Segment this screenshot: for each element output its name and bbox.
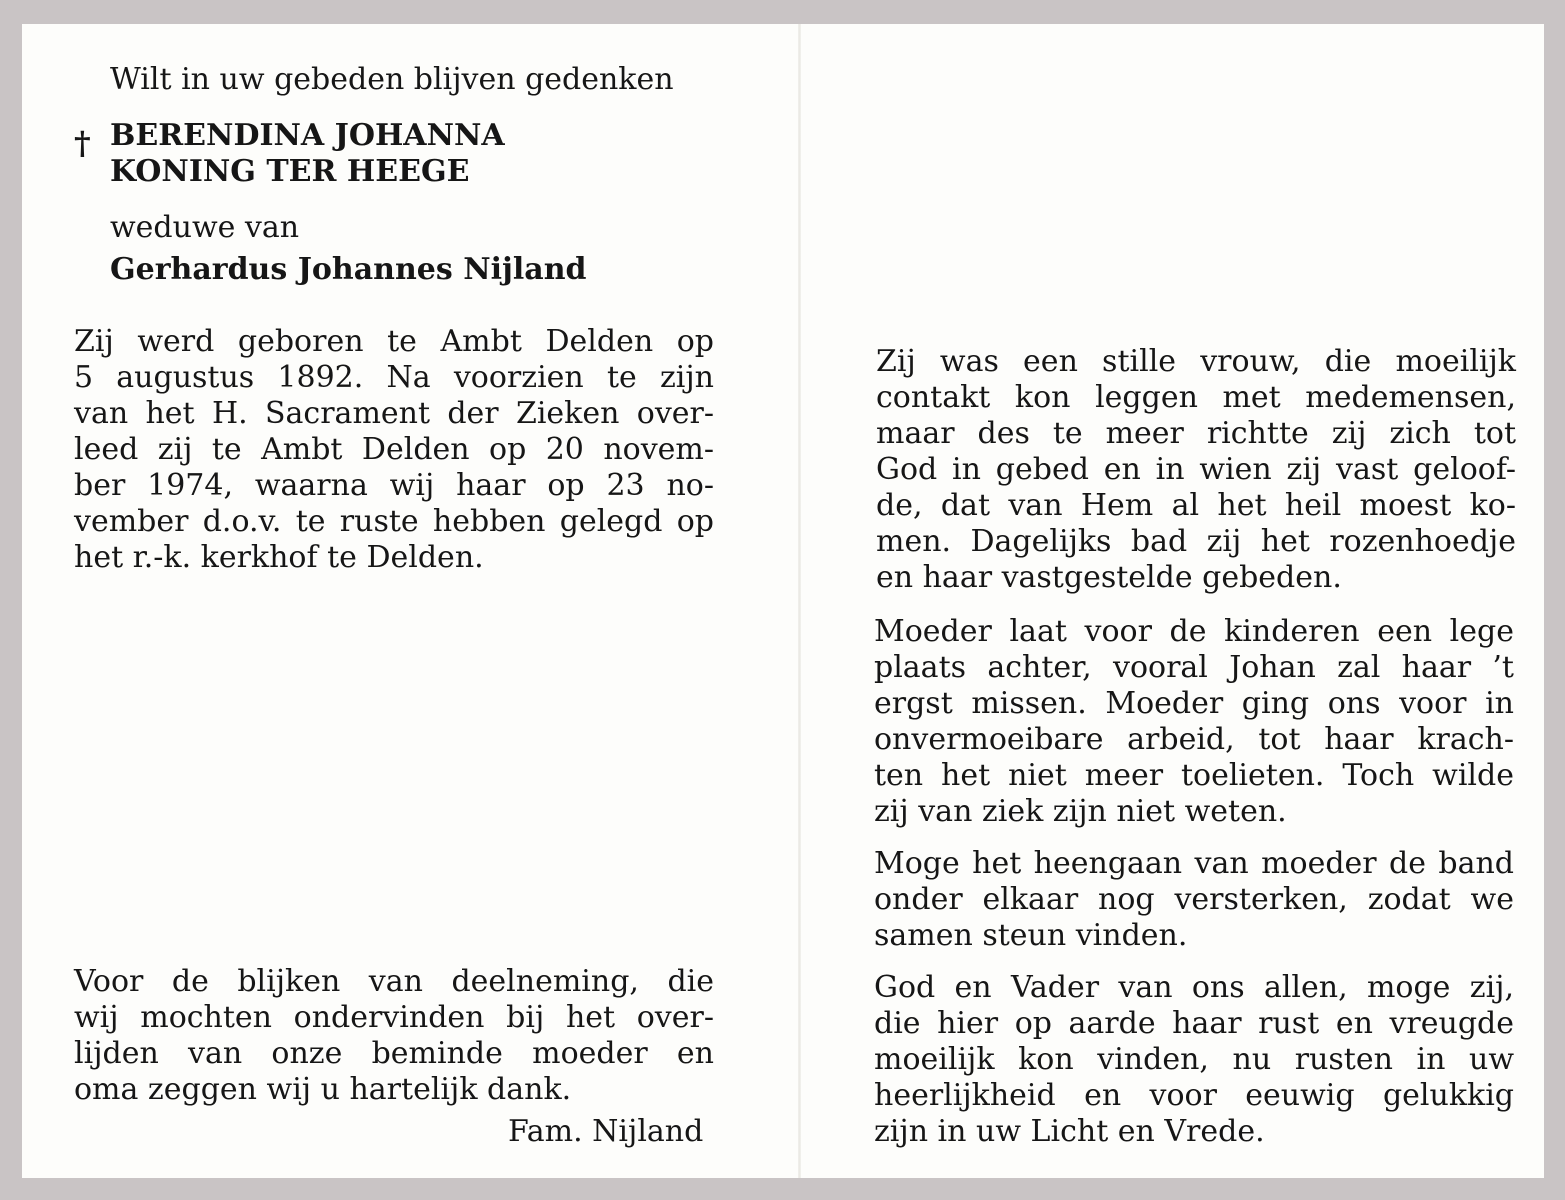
paragraph-3-line: samen steun vinden. [874, 918, 1188, 953]
biography-line: 5 augustus 1892. Na voorzien te zijn [74, 360, 714, 395]
widow-of-text: weduwe van [110, 210, 300, 245]
paragraph-4-line: heerlijkheid en voor eeuwig gelukkig [874, 1078, 1514, 1113]
paragraph-1-line: de, dat van Hem al het heil moest ko- [876, 488, 1516, 523]
biography-line: leed zij te Ambt Delden op 20 novem- [74, 432, 714, 467]
paragraph-1-line: God in gebed en in wien zij vast geloof- [876, 452, 1516, 487]
biography-line: Zij werd geboren te Ambt Delden op [74, 324, 714, 359]
thanks-line: Voor de blijken van deelneming, die [74, 964, 714, 999]
paragraph-3-line: onder elkaar nog versterken, zodat we [874, 882, 1514, 917]
paragraph-2-line: onvermoeibare arbeid, tot haar krach- [874, 722, 1514, 757]
paragraph-4-line: zijn in uw Licht en Vrede. [874, 1114, 1265, 1149]
paragraph-2-line: Moeder laat voor de kinderen een lege [874, 614, 1514, 649]
intro-text: Wilt in uw gebeden blijven gedenken [110, 62, 674, 97]
paragraph-1-line: contakt kon leggen met medemensen, [876, 380, 1516, 415]
paragraph-2-line: zij van ziek zijn niet weten. [874, 794, 1287, 829]
paragraph-1-line: en haar vastgestelde gebeden. [876, 560, 1342, 595]
thanks-line: oma zeggen wij u hartelijk dank. [74, 1072, 572, 1107]
husband-name: Gerhardus Johannes Nijland [110, 252, 587, 287]
biography-line: van het H. Sacrament der Zieken over- [74, 396, 714, 431]
memorial-card [22, 24, 1544, 1178]
thanks-line: lijden van onze beminde moeder en [74, 1036, 714, 1071]
paragraph-4-line: God en Vader van ons allen, moge zij, [874, 970, 1514, 1005]
paragraph-1-line: Zij was een stille vrouw, die moeilijk [876, 344, 1516, 379]
biography-line: vember d.o.v. te ruste hebben gelegd op [74, 504, 714, 539]
paragraph-2-line: ten het niet meer toelieten. Toch wilde [874, 758, 1514, 793]
biography-line: het r.-k. kerkhof te Delden. [74, 540, 484, 575]
cross-icon: † [74, 124, 91, 162]
paragraph-1-line: men. Dagelijks bad zij het rozenhoedje [876, 524, 1516, 559]
paragraph-2-line: plaats achter, vooral Johan zal haar ’t [874, 650, 1514, 685]
signature: Fam. Nijland [508, 1114, 704, 1149]
biography-line: ber 1974, waarna wij haar op 23 no- [74, 468, 714, 503]
name-line-2: KONING TER HEEGE [110, 154, 470, 189]
paragraph-3-line: Moge het heengaan van moeder de band [874, 846, 1514, 881]
name-line-1: BERENDINA JOHANNA [110, 118, 505, 153]
paragraph-4-line: moeilijk kon vinden, nu rusten in uw [874, 1042, 1514, 1077]
thanks-line: wij mochten ondervinden bij het over- [74, 1000, 714, 1035]
paragraph-1-line: maar des te meer richtte zij zich tot [876, 416, 1516, 451]
paragraph-4-line: die hier op aarde haar rust en vreugde [874, 1006, 1514, 1041]
paragraph-2-line: ergst missen. Moeder ging ons voor in [874, 686, 1514, 721]
fold-line [798, 24, 801, 1178]
